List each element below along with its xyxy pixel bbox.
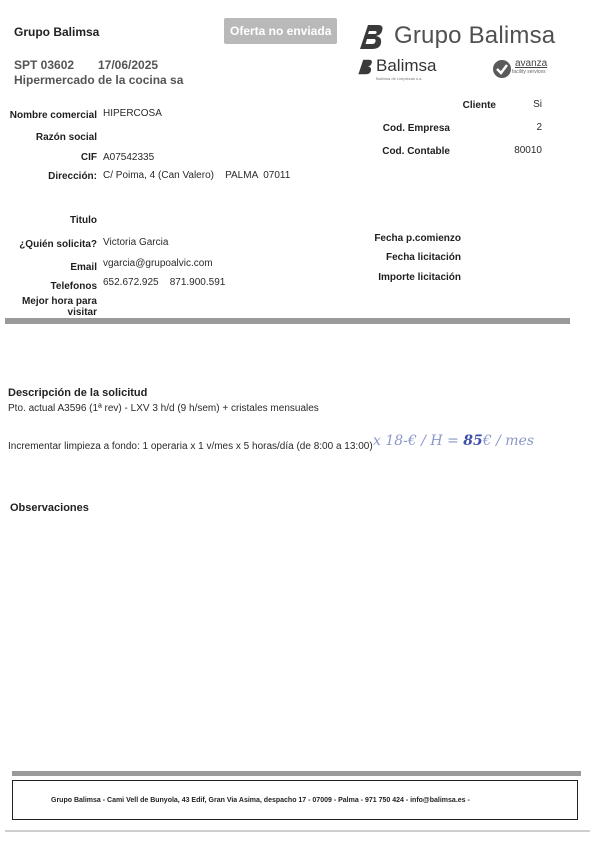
- label-razon-social: Razón social: [35, 132, 97, 143]
- label-titulo: Titulo: [69, 215, 97, 226]
- label-email: Email: [70, 262, 97, 273]
- value-cod-contable: 80010: [514, 145, 542, 156]
- avanza-check-icon: [492, 59, 512, 79]
- label-telefonos: Telefonos: [50, 281, 97, 292]
- description-heading: Descripción de la solicitud: [8, 387, 148, 399]
- status-badge: Oferta no enviada: [224, 18, 337, 44]
- value-email: vgarcia@grupoalvic.com: [103, 258, 213, 269]
- handwritten-amount: 85: [463, 433, 483, 449]
- value-cod-empresa: 2: [536, 122, 542, 133]
- footer-divider: [12, 771, 581, 776]
- label-fecha-comienzo: Fecha p.comienzo: [374, 233, 461, 244]
- balimsa-logo: [356, 56, 456, 84]
- label-cod-empresa: Cod. Empresa: [382, 123, 450, 134]
- label-visitar: visitar: [67, 307, 97, 318]
- avanza-subtitle: facility services: [512, 69, 546, 75]
- description-line-1: Pto. actual A3596 (1ª rev) - LXV 3 h/d (9 h/sem) + cristales mensuales: [8, 403, 319, 414]
- handwritten-rate: x 18-€ / H =: [373, 433, 459, 449]
- footer-box: [12, 780, 578, 820]
- footer-address: Grupo Balimsa - Cami Vell de Bunyola, 43 Edif, Gran Via Asima, despacho 17 - 07009 - Palma - 971 750 424 - info@balimsa.es -: [51, 797, 470, 804]
- value-quien-solicita: Victoria Garcia: [103, 237, 169, 248]
- handwritten-unit: € / mes: [482, 433, 535, 449]
- label-nombre-comercial: Nombre comercial: [9, 110, 97, 121]
- value-direccion: C/ Poima, 4 (Can Valero) PALMA 07011: [103, 170, 291, 181]
- company-name: Grupo Balimsa: [14, 25, 100, 39]
- label-mejor-hora: Mejor hora para: [21, 296, 97, 307]
- description-line-2: Incrementar limpieza a fondo: 1 operaria x 1 v/mes x 5 horas/día (de 8:00 a 13:00): [8, 441, 373, 452]
- avanza-logo: [492, 58, 562, 84]
- client-title: Hipermercado de la cocina sa: [14, 73, 184, 87]
- value-cif: A07542335: [103, 152, 155, 163]
- value-nombre-comercial: HIPERCOSA: [103, 108, 162, 119]
- balimsa-b-icon: [356, 23, 386, 51]
- label-importe-licitacion: Importe licitación: [378, 272, 461, 283]
- label-cif: CIF: [80, 152, 97, 163]
- observations-heading: Observaciones: [10, 502, 89, 514]
- request-date: 17/06/2025: [98, 58, 159, 72]
- grupo-balimsa-logo: [356, 20, 566, 54]
- label-quien-solicita: ¿Quién solicita?: [19, 239, 97, 250]
- label-fecha-licitacion: Fecha licitación: [385, 252, 461, 263]
- label-cliente: Cliente: [462, 100, 496, 111]
- label-direccion: Dirección:: [48, 171, 97, 182]
- page-bottom-edge: [5, 830, 590, 832]
- section-divider: [5, 318, 570, 324]
- balimsa-wordmark: Balimsa: [376, 56, 437, 75]
- value-telefonos: 652.672.925 871.900.591: [103, 277, 226, 288]
- label-cod-contable: Cod. Contable: [382, 146, 450, 157]
- avanza-wordmark: avanza: [515, 58, 548, 69]
- handwritten-note: [373, 432, 534, 450]
- value-cliente: Si: [533, 99, 542, 110]
- logo-wordmark: Grupo Balimsa: [394, 22, 556, 49]
- balimsa-subtitle: Balimsa de Limpiezas s.a.: [376, 76, 423, 81]
- balimsa-small-b-icon: [356, 58, 374, 76]
- spt-number: SPT 03602: [14, 58, 75, 72]
